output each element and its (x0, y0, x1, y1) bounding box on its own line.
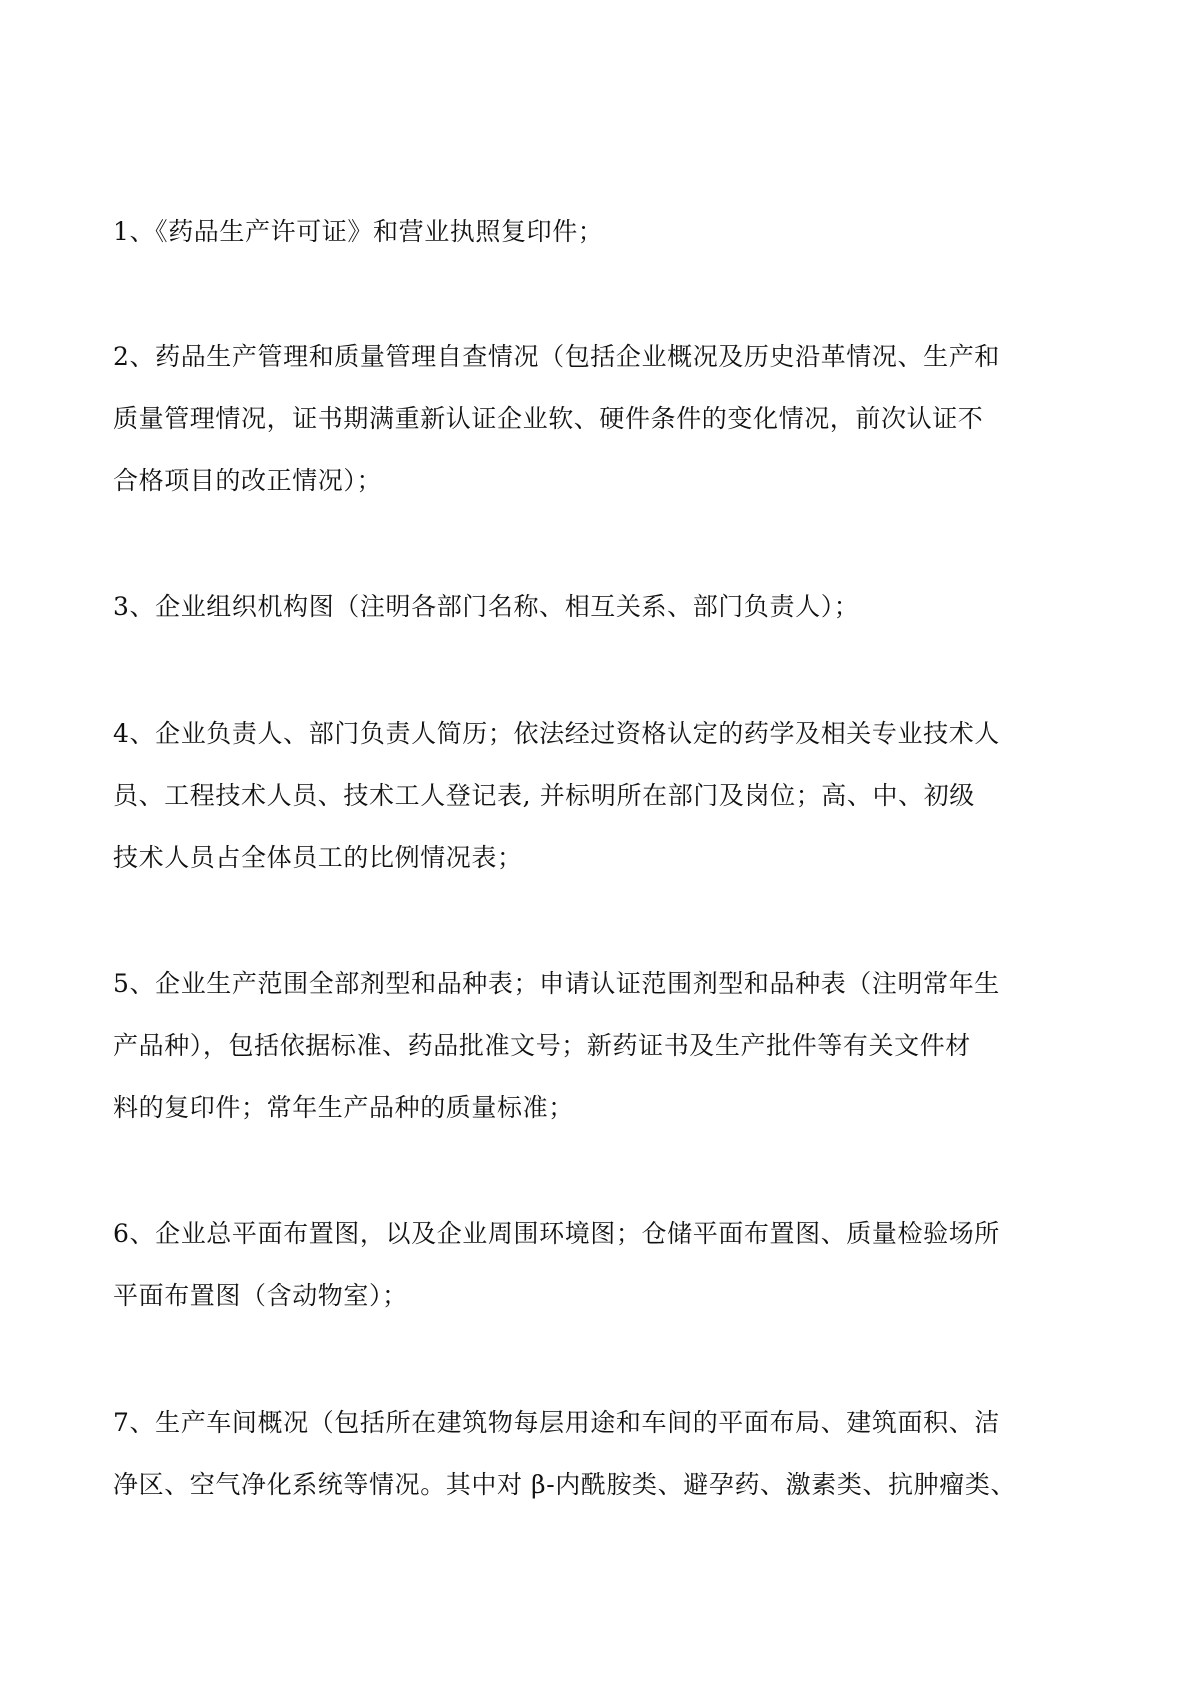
list-item-line: 2、药品生产管理和质量管理自查情况（包括企业概况及历史沿革情况、生产和 (113, 342, 1000, 371)
list-item-4 (113, 703, 1083, 889)
list-item-line: 7、生产车间概况（包括所在建筑物每层用途和车间的平面布局、建筑面积、洁 (113, 1408, 1000, 1437)
list-item-line: 员、工程技术人员、技术工人登记表, 并标明所在部门及岗位；高、中、初级 (113, 781, 975, 810)
list-item-line: 5、企业生产范围全部剂型和品种表；申请认证范围剂型和品种表（注明常年生 (113, 969, 1000, 998)
list-item-line: 3、企业组织机构图（注明各部门名称、相互关系、部门负责人）； (113, 592, 860, 621)
list-item-7 (113, 1392, 1083, 1516)
list-item-3 (113, 576, 1083, 638)
list-item-line: 平面布置图（含动物室）； (113, 1281, 408, 1310)
list-item-line: 合格项目的改正情况）； (113, 466, 383, 495)
list-item-line: 6、企业总平面布置图，以及企业周围环境图；仓储平面布置图、质量检验场所 (113, 1219, 1000, 1248)
list-item-line: 4、企业负责人、部门负责人简历；依法经过资格认定的药学及相关专业技术人 (113, 719, 1000, 748)
list-item-line: 技术人员占全体员工的比例情况表； (113, 843, 523, 872)
list-item-line: 产品种），包括依据标准、药品批准文号；新药证书及生产批件等有关文件材 (113, 1031, 971, 1060)
list-item-6 (113, 1203, 1083, 1327)
list-item-line: 质量管理情况，证书期满重新认证企业软、硬件条件的变化情况，前次认证不 (113, 404, 984, 433)
list-item-line: 料的复印件；常年生产品种的质量标准； (113, 1093, 574, 1122)
list-item-line: 1、《药品生产许可证》和营业执照复印件； (113, 217, 604, 246)
list-item-2 (113, 326, 1083, 512)
list-item-line: 净区、空气净化系统等情况。其中对 β-内酰胺类、避孕药、激素类、抗肿瘤类、 (113, 1470, 1017, 1499)
list-item-5 (113, 953, 1083, 1139)
list-item-1 (113, 201, 1083, 263)
